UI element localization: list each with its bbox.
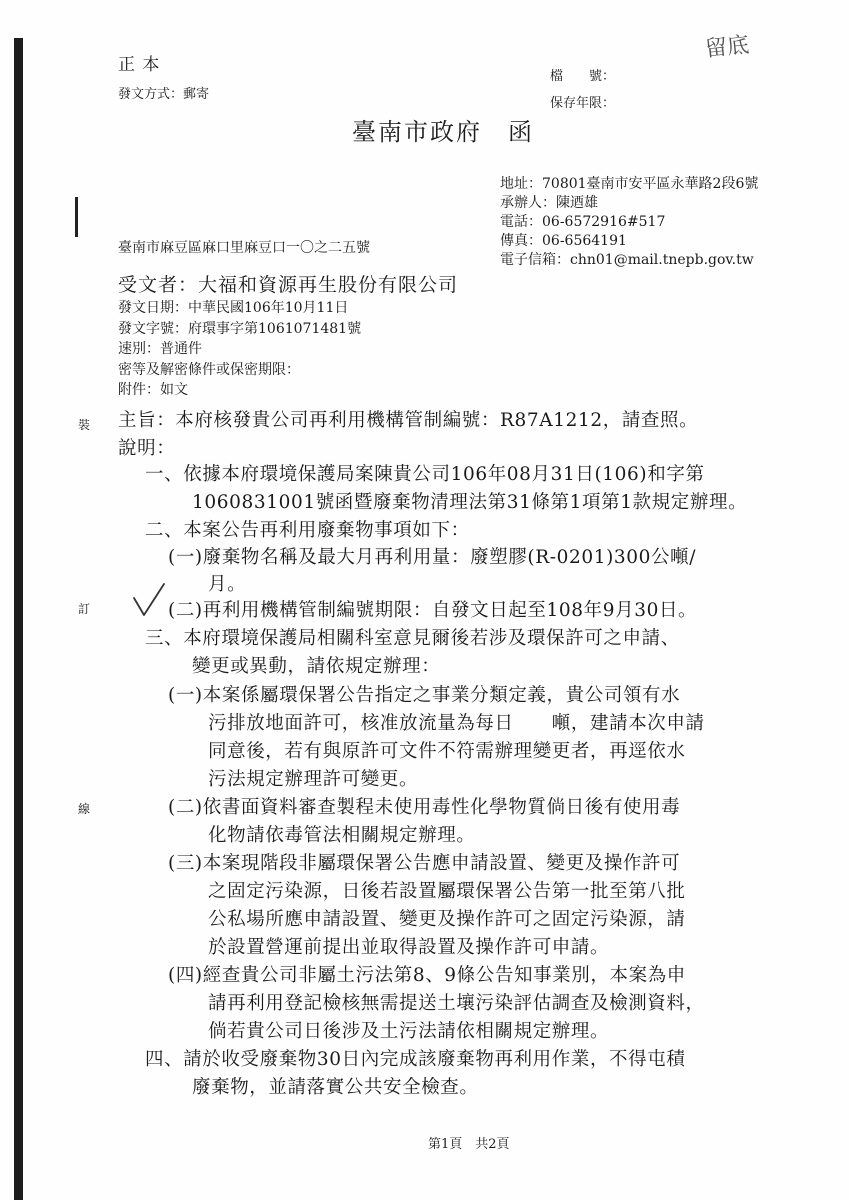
- checkmark-icon: [132, 582, 166, 618]
- body-line: 一、依據本府環境保護局案陳貴公司106年08月31日(106)和字第: [145, 464, 705, 485]
- body-line: 之固定污染源，日後若設置屬環保署公告第一批至第八批: [208, 881, 686, 902]
- body-line: (一)本案係屬環保署公告指定之事業分類定義，貴公司領有水: [168, 685, 681, 706]
- scanned-page-edge: [14, 38, 23, 1200]
- body-line: 月。: [208, 574, 247, 595]
- body-line: 請再利用登記檢核無需提送土壤污染評估調查及檢測資料，: [208, 993, 705, 1014]
- sender-phone: 電話：06-6572916#517: [500, 214, 666, 230]
- binding-mark: 裝: [78, 418, 91, 432]
- page-number: 第1頁 共2頁: [428, 1137, 510, 1152]
- body-line: 三、本府環境保護局相關科室意見爾後若涉及環保許可之申請、: [145, 628, 680, 649]
- attachment: 附件：如文: [118, 382, 188, 398]
- body-line: 變更或異動，請依規定辦理：: [192, 656, 441, 677]
- explanation-label: 說明：: [118, 438, 176, 459]
- meta-block: [118, 298, 361, 401]
- sender-fax: 傳真：06-6564191: [500, 233, 627, 249]
- file-number-label: 檔 號：: [550, 69, 616, 84]
- handwritten-note: 留底: [704, 32, 751, 63]
- document-title: 臺南市政府 函: [352, 118, 534, 146]
- recipient-address: 臺南市麻豆區麻口里麻豆口一〇之二五號: [118, 240, 370, 256]
- body-line: 四、請於收受廢棄物30日內完成該廢棄物再利用作業，不得屯積: [145, 1049, 686, 1070]
- secrecy-level: 密等及解密條件或保密期限：: [118, 361, 300, 378]
- body-line: 廢棄物，並請落實公共安全檢查。: [192, 1077, 479, 1098]
- copy-type: 正 本: [118, 55, 161, 75]
- speed-class: 速別：普通件: [118, 341, 202, 357]
- binding-mark: 訂: [78, 602, 91, 616]
- body-line: 污排放地面許可，核准放流量為每日 噸，建請本次申請: [208, 713, 705, 734]
- sender-address: 地址：70801臺南市安平區永華路2段6號: [500, 176, 759, 192]
- body-line: (四)經查貴公司非屬土污法第8、9條公告知事業別，本案為申: [168, 965, 686, 986]
- body-line: 於設置營運前提出並取得設置及操作許可申請。: [208, 937, 610, 958]
- body-line: 二、本案公告再利用廢棄物事項如下：: [145, 520, 470, 541]
- body-line: 污法規定辦理許可變更。: [208, 769, 419, 790]
- sender-email: 電子信箱：chn01@mail.tnepb.gov.tw: [500, 252, 754, 268]
- body-line: (二)再利用機構管制編號期限：自發文日起至108年9月30日。: [168, 600, 698, 621]
- body-line: (一)廢棄物名稱及最大月再利用量：廢塑膠(R-0201)300公噸/: [168, 547, 697, 568]
- dispatch-method: 發文方式：郵寄: [118, 87, 210, 102]
- binding-mark: 線: [78, 802, 91, 816]
- retention-label: 保存年限：: [550, 96, 616, 111]
- body-line: 化物請依毒管法相關規定辦理。: [208, 825, 476, 846]
- body-line: 倘若貴公司日後涉及土污法請依相關規定辦理。: [208, 1021, 610, 1042]
- document-number: 發文字號：府環事字第1061071481號: [118, 320, 362, 337]
- sender-contact-person: 承辦人：陳迺雄: [500, 195, 598, 211]
- body-line: 1060831001號函暨廢棄物清理法第31條第1項第1款規定辦理。: [192, 492, 748, 513]
- body-line: (二)依書面資料審查製程未使用毒性化學物質倘日後有使用毒: [168, 797, 681, 818]
- subject: 主旨：本府核發貴公司再利用機構管制編號：R87A1212，請查照。: [118, 410, 699, 431]
- body-line: 公私場所應申請設置、變更及操作許可之固定污染源，請: [208, 909, 686, 930]
- recipient: 受文者：大福和資源再生股份有限公司: [118, 274, 459, 296]
- dispatch-date: 發文日期：中華民國106年10月11日: [118, 300, 349, 316]
- scan-mark: [75, 197, 78, 237]
- body-line: (三)本案現階段非屬環保署公告應申請設置、變更及操作許可: [168, 853, 681, 874]
- sender-block: [500, 175, 758, 270]
- body-line: 同意後，若有與原許可文件不符需辦理變更者，再逕依水: [208, 741, 686, 762]
